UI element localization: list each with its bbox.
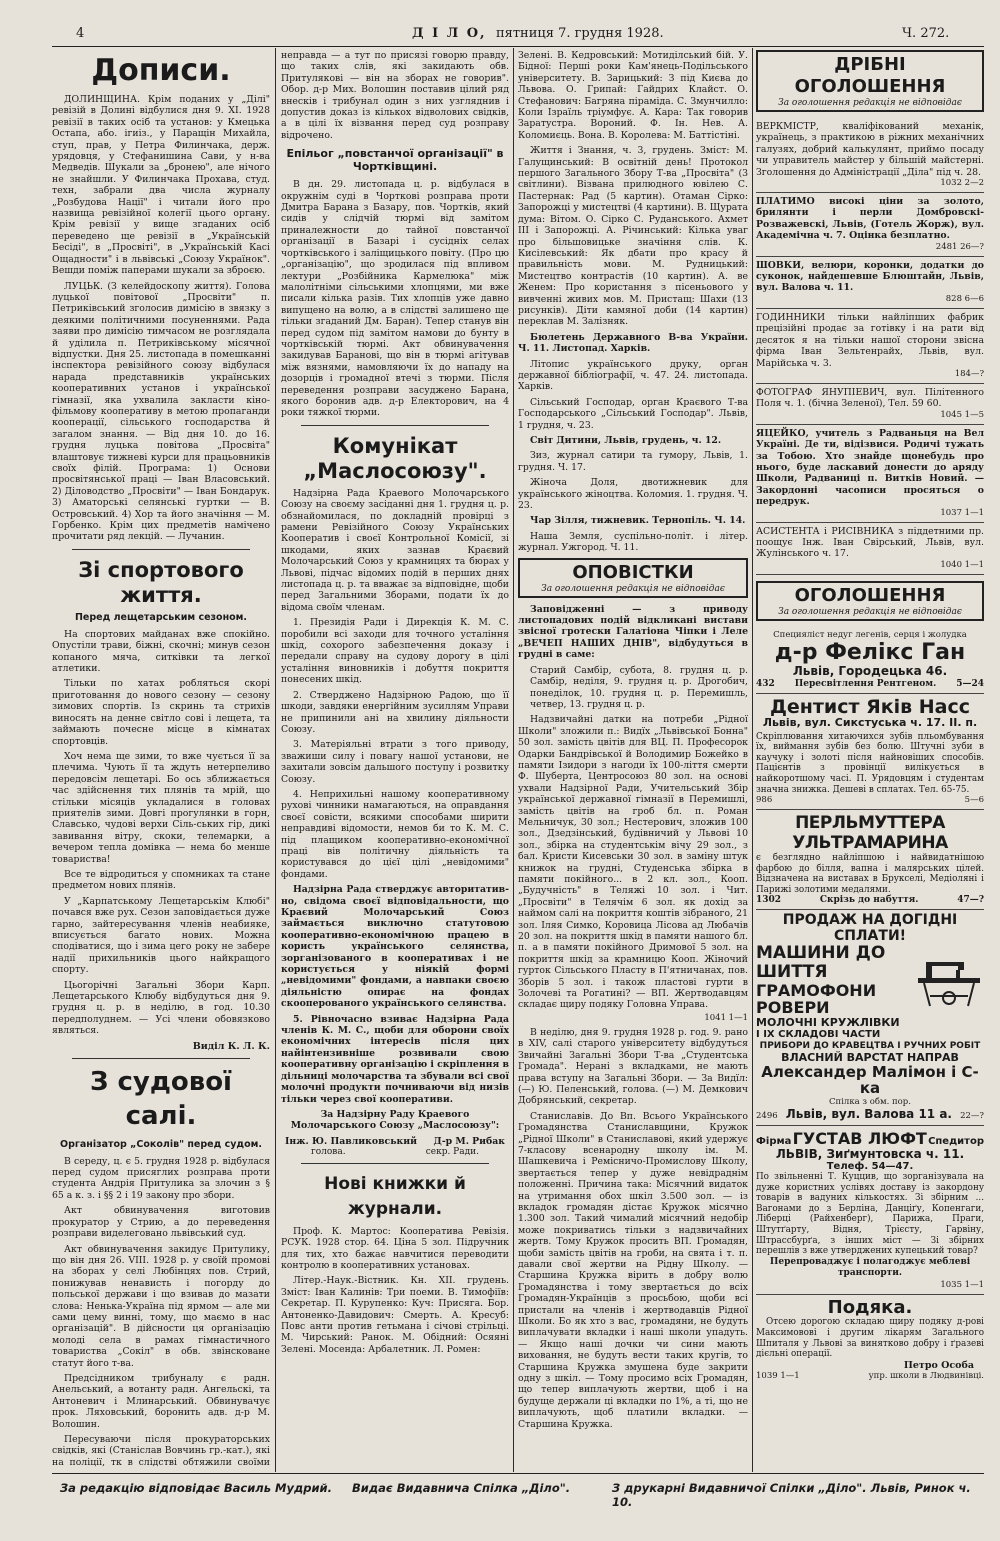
header-rule — [52, 46, 984, 47]
ad-code: 47—? — [957, 895, 984, 906]
classified-ad — [756, 425, 984, 523]
announcement: Станиславів. До Вп. Всього Українського Громадянства Станиславщини, Кружок „Рідної Школи" в Станиславові, який удержує 7-класову всенародну школу ім. М. Шашкевича і Ремісничо-Промислову Школу, звертається тепер у дуже невідраднім положенні. Причина така: Місячний видаток на утримання обох шкіл 3.500 зол. — із вкладок громадян дістає Кружок місячно 1.300 зол. Такий чималий місячний недобір може покриватись тільки з надзвичайних жертв. Тому Кружок просить ВП. Громадян, щоби замість цвітів на гроби, на свята і т. п. давали свої жертви на Рідну Школу. — Старшина Кружка вірить в добру волю Громадянства і тому звертається до всіх Громадян-Українців з просьбою, щоби всі пристали на членів і жертводавців Рідної Школи. Бо як хто з вас, громадяни, не будуть виплачувати вкладки і наші школи упадуть. — Якщо наші дочки чи сини мають виховання, не будуть вести таких кругів, то Старшина Кружка змушена буде закрити одну з шкіл. — Тому просимо всіх Громадян, що тепер виплачують жертви, щоб і на будуще держали ці вкладки по 1%, а ті, що не виплачують, щоб платили вкладки. — Старшина Кружка. — [518, 1110, 748, 1430]
ad-code: 986 — [756, 795, 773, 806]
article-paragraph: Літопис українського друку, орган державної бібліографії, ч. 47. 24. листопада. Харків. — [518, 358, 748, 393]
forwarder-ad — [756, 1126, 984, 1295]
ad-code: 1035 1—1 — [940, 1279, 984, 1290]
article-paragraph: Сільський Господар, орган Краєвого Т-ва Господарського „Сільський Господар". Львів, 1 грудня, ч. 23. — [518, 396, 748, 431]
ad-text: ВЕРКМІСТР, кваліфікований механік, українець, з практикою в ріжних механічних галузях, добрий калькулянт, приймо посаду чи управитель майстер у більшій майстерні. Зголошення до Адміністрації „Діла" під ч. 28. — [756, 121, 984, 178]
article-paragraph: 4. Неприхильні нашому кооперативному рухові чинники намагаються, на оправдання своєї совісти, всякими способами ширити неправдиві відомости, немов би то К. М. С. під плащиком кооперативно-економічної праці вів політичну діяльність та користувався до цієї цілі „невідомими" фондами. — [281, 788, 509, 880]
article-paragraph: У „Карпатському Лещетарськім Клюбі" почався вже рух. Сезон заповідається дуже гарно, зайтересування членів неабияке, вписується багато нових. Можна сподіватися, що і зима цего року не забере надії прихильників цього найкращого спорту. — [52, 895, 270, 976]
article-paragraph: 3. Матеріяльні втрати з того приводу, зважиши силу і повагу нашої установи, не захитали зовсім дальшого поступу і розвитку Союзу. — [281, 739, 509, 785]
article-paragraph: Акт обвинувачення закидує Притулику, що він дня 26. VIII. 1928 р. у своїй промові на зборах у селі Любінцях пов. Стрий, понижував ненависть і погорду до польської держави і що взивав до мазати слова: Ненька-Україна під ярмом — але ми сами цему винні, тому, що маємо в нас організацій". В дійсности ця організацію молоді села в рамах гімнастичного товариства „Сокіл" в обв. звінсковане статут його т-ва. — [52, 1243, 270, 1369]
footer-editor: За редакцію відповідає Василь Мудрий. — [60, 1481, 332, 1495]
footer-publisher: Видає Видавнича Спілка „Діло". — [352, 1481, 571, 1495]
paper-title: Д І Л О, — [412, 26, 487, 41]
announcement: В неділю, дня 9. грудня 1928 р. год. 9. рано в XIV, салі старого університету відбудуться Звичайні Загальні Збори Т-ва „Студентська Громада". Нерані з вкладками, не мають права вступу на Загальні Збори. — За Видїл: (—) Ю. Пеленський, голова. (—) М. Демкович Добрянський, секретар. — [518, 1026, 748, 1107]
ultramarine-ad — [756, 810, 984, 910]
announcement: Заповідженні — з приводу листопадових подій відкликані вистави звісної гротески Галатіона Чіпки і Леле „ВЕЧЕП НАШИХ ДНІВ", відбудуться в грудні в саме: — [518, 603, 748, 661]
ad-text: По звільненні Т. Куццив, що зорганізувала на дуже користних услівях доставу із закордону товарів в вадуних кількостях. Зі збірним ... Вагонами до з Берліна, Данціґу, Копенгаги, Ліберці (Райхенберг), Парижа, Праги, Штутґарту, Відня, Трієсту, Гарвіну, Штрассбурґа, з інших міст — Зі збірних перешлів з вже утверджених купецький товар? — [756, 1172, 984, 1257]
article-paragraph: Світ Дитини, Львів, грудень, ч. 12. — [530, 435, 722, 446]
article-paragraph: 2. Стверджено Надзірною Радою, що її шкоди, завдяки енергійним зусиллям Управи не припинили ані на хвилину діяльности Союзу. — [281, 689, 509, 735]
ad-address: Львів, вул. Валова 11 а. — [785, 1106, 952, 1121]
section-title: З судової салі. — [90, 1066, 232, 1131]
ad-line: РОВЕРИ — [756, 998, 830, 1018]
article-paragraph: Зелені. В. Кедровський: Мотиділський бій. У. Бідної: Перші роки Кам'янець-Подільського університету. В. Зарицький: З під Києва до Львова. О. Грипай: Гайдрих Клайст. О. Стефанович: Багряна піраміда. С. Змунчилло: Коли Ізраїль тріумфує. А. Кара: Так говорив Заратустра. Вороний. Ф. Ін. Нев. А. Коломиєць. Вона. В. Королева: М. Баттістіні. — [518, 50, 748, 141]
sewing-machine-ad — [756, 910, 984, 1125]
article-paragraph: неправда — а тут по присязі говорю правду, що таких слів, які закидають обв. Притулякові — він на зборах не говорив". Обор. д-р Мих. Волошин поставив цілий ряд внесків і трибунал один з них узгляднив і допустив доказ із кількох відволових свідків, а в цілі їх візвання перед суд розправу відрочено. — [281, 50, 509, 141]
ad-line: ВЛАСНИЙ ВАРСТАТ НАПРАВ — [781, 1050, 959, 1064]
ad-text: АСИСТЕНТА і РИСІВНИКА з піддетними пр. поощує Інж. Іван Свірський, Львів, вул. Жулінського ч. 17. — [756, 525, 984, 560]
ad-name: ПЕРЛЬМУТТЕРА УЛЬТРАМАРИНА — [792, 813, 948, 854]
ad-code: 1032 2—2 — [940, 178, 984, 189]
ad-code: 432 — [756, 678, 775, 689]
ad-code: 1040 1—1 — [940, 559, 984, 570]
ad-footer — [756, 1371, 984, 1381]
article-paragraph: Життя і Знання, ч. 3, грудень. Зміст: М. Галущинський: В освітній день! Протокол першого Загального Збору Т-ва „Просвіта" (3 світлини). Візвана прилюдного ювілею С. Пастернак: Рад (5 картин). Отаман Сірко: Запорожці у мистецтві (4 картини). В. Щурата дума: Вітом. О. Сірко С. Руданського. Ахмет III і Запорожці. А. Річинський: Кілька уваг про більшовицьке значіння слів. К. Кисілевський: Як дбати про красу й правильність мови. М. Рудницький: Мистецтво контрастів (10 картин). А. ве Женем: Про користання з пісеньового у вивченні живих мов. М. Пристащ: Шахи (13 рисунків). Діти камяної доби (14 картин) переклав М. Залізняк. — [518, 145, 748, 328]
article-paragraph: На спортових майданах вже спокійно. Опустіли трави, біжні, скочні; минув сезон копаного мяча, ситківки та легкої атлетики. — [52, 628, 270, 675]
article-paragraph: В середу, ц. є 5. грудня 1928 р. відбулася перед судом присяглих розправа проти студента Андрія Притулика за злочин з § 65 а к. з. і §§ 2 і 19 закону про збори. — [52, 1155, 270, 1201]
ads-disclaimer: За оголошення редакція не відповідає — [778, 606, 962, 617]
ad-code: 5—6 — [964, 795, 984, 806]
sewing-machine-icon — [914, 944, 984, 1008]
ad-note: Пересвітлення Рентгеном. — [794, 678, 937, 689]
divider — [301, 425, 489, 426]
ad-code: 1302 — [756, 895, 782, 906]
ad-title-row — [756, 1129, 984, 1148]
ad-text: ЯЦЕЙКО, учитель з Радваньця на Вел Україні. Де ти, відізвися. Родичі тужать за Тобою. Хто знайде щонебудь про нього, буде ласкавий донести до аряду Школи, Радваниці п. Витків Новий. — Закордонні часописи просяться о передрук. — [756, 427, 984, 508]
article-paragraph: Пересуваючи після прокураторських свідків, які (Станіслав Вовчинь гр.-кат.), які на поліції, тк в слідстві обтяжили своїми — [52, 1434, 270, 1468]
article-paragraph: Хоч нема ще зими, то вже чується її за плечима. Чують її та ждуть нетерпеливо передовсім лещетарі. Бо ось зближається час здійснення тих плянів та мрій, що стільки місяців укладалися в головах приятелів зими. Довгі прогулянки в горн, Славсько, чудові верхи Сіль-ських гір, дикі завивання вітру, скоки, телемарки, а вечером тепла домівка — нема бо менше товариства! — [52, 750, 270, 865]
section-title: Комунікат „Маслосоюзу". — [303, 433, 487, 483]
ad-footer — [756, 795, 984, 805]
ad-address: ЛЬВІВ, Зиґмунтовска ч. 11. — [775, 1146, 965, 1161]
classifieds-title: ДРІБНІ ОГОЛОШЕННЯ — [794, 54, 946, 97]
issue-date: пятниця 7. грудня 1928. — [496, 26, 664, 41]
article-paragraph: Все те відродиться у спомниках та стане предметом нових плянів. — [52, 868, 270, 892]
ads-title: ОГОЛОШЕННЯ — [794, 584, 946, 606]
ad-line: МОЛОЧНІ КРУЖЛІВКИ — [756, 1015, 900, 1029]
ad-label: Спедитор — [928, 1135, 984, 1147]
ad-address: Львів, вул. Сикстуська ч. 17. II. п. — [762, 716, 978, 730]
ad-address: Львів, Городецька 46. — [792, 664, 948, 679]
classifieds-disclaimer: За оголошення редакція не відповідає — [778, 98, 962, 108]
section-title: Дописи. — [91, 53, 231, 88]
announcement-towns: Старий Самбір, субота, 8. грудня ц. р. Самбір, неділя, 9. грудня ц. р. Дрогобич, понеділок, 10. грудня ц. р. Перемишль, четвер, 13. грудня ц. р. — [530, 664, 748, 710]
dentist-ad — [756, 694, 984, 811]
ad-name: ГУСТАВ ЛЮФТ — [792, 1128, 927, 1148]
ad-text: є безглядно найліпшою і найвидатнішою фарбою до білля, вапна і малярських цілей. Відзначена на виставах в Брукселі, Медіоляні і Парижі золотими медалями. — [756, 853, 984, 895]
article-paragraph: Чар Зілля, тижневик. Тернопіль. Ч. 14. — [530, 515, 746, 527]
article-paragraph: Надзірна Рада стверджує авторитативно, свідома своєї відповідальности, що Краєвий Молочарський Союз займається виключно статутовою кооперативно-економічною працею в користь українського селянства, зорганізованого в кооперативах і не користується у ніякій формі „невідомими" фондами, а навпаки своєю діяльністю опирає на фондах скооперованого українського селянства. — [281, 884, 509, 1010]
divider — [72, 1058, 250, 1059]
signatures — [285, 1136, 505, 1147]
section-title: Нові книжки й журнали. — [324, 1173, 466, 1219]
ads-header — [756, 581, 984, 621]
signature-left: Інж. Ю. Павликовський — [285, 1135, 418, 1147]
ad-label: Фірма — [756, 1135, 792, 1147]
article-paragraph: ЛУЦЬК. (З келейдоскопу життя). Голова луцької повітової „Просвіти" п. Петриківський зголосив димісію в звязку з деякими політичними посуненнями. Рада заяви про димісію тимчасом не розглядала й уділила п. Петриківському місячної відпустки. Дня 25. листопада в помешканні інспектора ревізійного союзу відбулася нарада представників українських кооперативних установ і української гімназії, яка ухвалила закласти кіно-фільмову кооперативу в метою пропаганди кооперації, сільського господарства й загалом знання. — Від дня 10. до 16. грудня луцька повітова „Просвіта" влаштовує тижневі курси для працьовників своїх філій. Програма: 1) Основи просвітянської праці — Іван Власовський. 2) Діловодство „Просвіти" — Іван Бондарук. 3) Аматорські селянські гуртки — В. Островський. 4) Хор та його значіння — М. Горбенко. Крім цих предметів намічено прочитати ряд лекцій. — Лучанин. — [52, 280, 270, 543]
ad-code: 2481 26—? — [935, 241, 984, 252]
column-2 — [281, 50, 509, 1468]
article-paragraph: Літер.-Наук.-Вістник. Кн. XII. грудень. Зміст: Іван Калинів: Три поеми. В. Тимофіїв: Секретар. П. Курупенко: Куч: Присяга. Бор. Антоненко-Давидович: Смерть. А. Кресуб: Повс анти против гетьмана і січові стрільці. М. Чирський: Ранок. М. Обідний: Осяяні Зелені. Мосенда: Арбалетник. Л. Ромен: — [281, 1275, 509, 1355]
ad-text: ПЛАТИМО високі ціни за золото, брилянти і перли Домбровскі-Розважевскі, Львів, (Готель Жорж), вул. Академічна ч. 7. Оцінка безплатно. — [756, 196, 984, 242]
ad-signature: Петро Особа — [903, 1359, 974, 1371]
column-4 — [756, 50, 984, 1468]
article-paragraph: Акт обвинувачення виготовив прокуратор у Стрию, а до переведення розправи виделеговано львівський суд. — [52, 1205, 270, 1240]
article-paragraph: ДОЛИНЩИНА. Крім поданих у „Ділі" ревізій в Долині відбулися дня 9. XI. 1928 ревізії в таких осіб та установ: у Кмецька Остапа, або. ігиіз., у Паращін Михайла, ступ, прав, у Петра Филинчака, держ. урядовця, у Стефанишина Сави, у н-ва Медведів. Шукали за „бронею", але нічого не знайшли. У Филинчака Прохава, студ. техн, забрали два числа журналу „Розбудова Нації" і читали його про назвища ревізійної колегії цього органу. Крім ревізії у вище згаданих осіб переведено ще ревізії в „Українській Бесіді", в „Просвіті", в „Українській Касі Ощадности" і в львівські „Союзу Українок". Вешди поміж паперами шукали за зброєю. — [52, 94, 270, 277]
page-footer — [52, 1478, 984, 1509]
classified-ad — [756, 118, 984, 193]
ad-footer — [756, 1107, 984, 1121]
classified-ad — [756, 193, 984, 257]
section-title: Епільог „повстанчої організації" в Чортківщині. — [286, 147, 504, 174]
announcement: Надзвичайні датки на потреби „Рідної Школи" зложили п.: Видїх „Львівської Бонна" 50 зол. замість цвітів для ВЦ. П. Професорок Одарки Бандрівської й Володимир Божейко в памяти Ізидори з нагоди їх 100-ліття смерти Ф. Шуберта, Центросоюз 80 зол. на основі ухвали Надзірної Ради, Учительський Збір української державної гімназії в Перемишлі, замість цвітів на гроб бл. п. Роман Мельничук, 30 зол.; Нестерович, зложив 100 зол., Дзедзінський, будівничий у Львові 10 зол., збірка на студентськім вічу 29 зол., з бал. Кристи Кисевськи 30 зол. в заміну штук книжок на грудні, Студенська збірка в памяти покійного... в 2 кл. зол., Кооп. „Будучність" в Теляжі 10 зол. і Чит. „Просвіти" в Телячім 6 зол. як дохід за наймом салі на покриття коштів зібраного, 21 зол. Іляя Симко, Коровица Лісова ад Любачів 20 зол. на покриття шкід в памяти нашого бл. п. а в памяти покійного Дримової 5 зол. на покриття шкід за крамницю Кооп. Жіночий гурток Сільського Пласту в П'ятничанах, пов. Зборів 5 зол. і також пластові гурти в Золочеві та Рогатині? — ВП. Жертводавцям складає щиру подяку Головна Управа. — [518, 714, 748, 1011]
ad-code: 5—24 — [956, 678, 984, 689]
signature-right: Д-р М. Рибак — [433, 1135, 505, 1147]
ad-company: Александер Малімон і С-ка — [761, 1062, 979, 1098]
article-signature: Виділ К. Л. К. — [192, 1040, 270, 1052]
article-paragraph: 5. Рівночасно взиває Надзірна Рада членів К. М. С., щоби для оборони своїх економічних інтересів після цих найінтензивніше розвивали свою кооперативну організацію і скріплення в дільниці молочарства та збували всі свої молочні продукти почниваючи від низів тільки через свої кооперативи. — [281, 1013, 509, 1105]
column-rule — [752, 48, 753, 1472]
classified-ad — [756, 384, 984, 425]
ad-line: ПРИБОРИ ДО КРАВЕЦТВА І РУЧНИХ РОБІТ — [759, 1040, 981, 1051]
ad-line: ГРАМОФОНИ — [756, 980, 877, 1000]
signature-role: голова. — [311, 1146, 346, 1157]
article-paragraph: Надзірна Рада Краевого Молочарського Союзу на своєму засіданні дня 1. грудня ц. р. обзнайомилася, по докладній провірці з рамени Ревізійного Союзу Українських Кооператив і своєї Контрольної Комісії, зі шкодами, яких зазнав Краєвий Молочарський Союз у крамницях та бюрах у Львові, підчас відомих подій в перших днях листопада ц. р. та вважає за відповідне, щоби перед Загальними Зборами, подати їх до відома своїм членам. — [281, 487, 509, 613]
classifieds-header — [756, 50, 984, 112]
classified-ad — [756, 257, 984, 309]
ad-name: Дентист Яків Насс — [769, 695, 971, 718]
issue-number: Ч. 272. — [902, 26, 950, 41]
announcements-header — [518, 558, 748, 598]
footer-rule — [52, 1473, 984, 1474]
column-1 — [52, 50, 270, 1468]
article-paragraph: Цьогорічні Загальні Збори Карп. Лещетарського Клюбу відбудуться дня 9. грудня ц. р. в неділю, в год. 10.30 передполуднем. — Усі члени обовязково являться. — [52, 979, 270, 1037]
article-paragraph: Проф. К. Мартос: Кооператива Ревізія. РСУК. 1928 стор. 64. Ціна 5 зол. Підручник для тих, хто бажає навчитися переводити контролю в кооперативних установах. — [281, 1225, 509, 1271]
ad-footer — [756, 679, 984, 689]
ad-code: 1039 1—1 — [756, 1370, 800, 1381]
article-paragraph: Зиз, журнал сатири та гумору, Львів, 1. грудня. Ч. 17. — [518, 450, 748, 473]
article-paragraph: Наша Земля, суспільно-політ. і літер. журнал. Ужгород. Ч. 11. — [518, 530, 748, 554]
page-number: 4 — [76, 26, 85, 41]
ad-headline: Подяка. — [827, 1296, 913, 1318]
divider — [301, 1163, 489, 1164]
classified-ad — [756, 523, 984, 575]
ad-name: д-р Фелікс Ган — [774, 640, 966, 666]
article-paragraph: Тільки по хатах робляться скорі приготовання до нового сезону — сезону зимових спортів. Із скринь та стрихів виносять на денне світло сові і лещета, та займають почесне місце в кімнатах спортовців. — [52, 678, 270, 747]
ad-line: МАШИНИ ДО ШИТТЯ — [756, 943, 886, 982]
ad-note: Скрізь до набуття. — [819, 895, 919, 906]
section-subtitle: Перед лещетарським сезоном. — [74, 611, 248, 623]
footer-printer: З друкарні Видавничої Спілки „Діло". Львів, Ринок ч. 10. — [612, 1481, 971, 1509]
ad-text: ШОВКИ, велюри, коронки, додатки до суконок, найдешевше Блюштайн, Львів, вул. Валова ч. 11. — [756, 259, 984, 294]
ad-code: 184—? — [954, 368, 984, 379]
column-3 — [518, 50, 748, 1468]
article-paragraph: В дн. 29. листопада ц. р. відбулася в окружнім суді в Чорткові розправа проти Дмитра Барана з Базару, пов. Чортків, який сидів у слідчій тюрмі від замітом приналежности до тайної повстанчої організації в Базарі і сусідніх селах чортківського і заліщицького повіту. (Про цю „організацію", що зродилася під впливом лектури „Розбійника Кармелюка" між малолітніми сільськими хлопцями, ми вже писали кілька разів. Тих хлопців уже давно випущено на волю, а в слідстві залишено ще тільки згаданий Дм. Баран). Тепер станув він перед судом під замітом намови до бунту в чортківській тюрмі. Акт обвинувачення закидував Баранові, що він в тюрмі агітував між вязнями, намовляючи їх до нападу на дозорців і громадної втечі з тюрми. Після переведення розправи засуджено Барана, якого боронив адв. д-р Електорович, на 4 роки тяжкої тюрми. — [281, 179, 509, 419]
ad-code: 1037 1—1 — [940, 507, 984, 518]
doctor-ad — [756, 627, 984, 694]
section-subtitle: Організатор „Соколів" перед судом. — [60, 1138, 262, 1150]
signature-intro: За Надзірну Раду Краевого Молочарського Союзу „Маслосоюзу": — [290, 1108, 500, 1132]
ad-code: 1045 1—5 — [940, 409, 984, 420]
ad-code: 2496 — [756, 1110, 778, 1121]
article-paragraph: Жіноча Доля, двотижневик для українського жіноцтва. Коломия. 1. грудня. Ч. 23. — [518, 477, 748, 512]
divider — [72, 549, 250, 550]
article-paragraph: Предсідником трибуналу є радн. Анельський, а вотанту радн. Ангельскі, та Антоневич і Млинарський. Обвинувачує прок. Ляховський, боронить адв. д-р М. Волошин. — [52, 1372, 270, 1430]
section-title: Зі спортового життя. — [78, 557, 244, 607]
column-rule — [275, 48, 276, 1472]
classified-ad — [756, 309, 984, 384]
column-rule — [513, 48, 514, 1472]
ad-text: ФОТОГРАФ ЯНУПІЕВИЧ, вул. Пілітенного Поля ч. 1. (бічна Зеленої), Тел. 59 60. — [756, 386, 984, 410]
ad-text: ГОДИННИКИ тільки найліпших фабрик прецізійні продає за готівку і на рати від десяток я на тільки нашої сторони звісна фірма Іван Зельтенрайх, Львів, вул. Марійська ч. 3. — [756, 311, 984, 369]
ad-code: 828 6—6 — [945, 293, 984, 304]
ad-phone: Телеф. 54—47. — [826, 1161, 914, 1173]
announcements-disclaimer: За оголошення редакція не відповідає — [541, 583, 725, 594]
ad-note: Перепроваджує і полагоджує меблеві транспорти. — [769, 1256, 971, 1279]
ad-headline: ПРОДАЖ НА ДОГІДНІ СПЛАТИ! — [782, 912, 958, 944]
ad-text: Отсею дорогою складаю щиру подяку д-рові Максимовові і другим лікарям Загального Шпиталя у Львові за винятково добру і ґразеві дієльні операції. — [756, 1317, 984, 1360]
ad-line: І ІХ СКЛАДОВІ ЧАСТИ — [756, 1028, 881, 1040]
thanks-ad — [756, 1295, 984, 1385]
ad-line: Спілка з обм. пор. — [829, 1096, 911, 1107]
ad-footer — [756, 895, 984, 905]
ad-text: Скріплювання хитаючихся зубів пльомбування їх, виймання зубів без болю. Штучні зуби в каучуку і золоті після найновіших способів. Пацієнтів з провінції вилікується в найкоротшому часі. П. Урядовцям і студентам значна знижка. Дешеві в сплатах. Тел. 65-75. — [756, 731, 984, 795]
signature-role: секр. Ради. — [425, 1146, 479, 1157]
ad-code: 22—? — [960, 1110, 984, 1121]
announcements-title: ОПОВІСТКИ — [572, 561, 694, 583]
ad-code: 1041 1—1 — [704, 1012, 748, 1023]
signature-roles — [311, 1147, 479, 1157]
page-header — [52, 24, 984, 46]
ad-signature: упр. школи в Людвинівці. — [868, 1370, 984, 1381]
ad-tagline: Специяліст недуг легенів, серця і жолудка — [773, 629, 967, 640]
article-paragraph: Бюлетень Державного В-ва України. Ч. 11. Листопад. Харків. — [518, 331, 748, 355]
article-paragraph: 1. Президія Ради і Дирекція К. М. С. поробили всі заходи для точного устаління шкід, сохорого забезпечення доказу і передали справу на судову дорогу в цілі устаління виновників і добуття покриття понесених шкід. — [281, 617, 509, 686]
